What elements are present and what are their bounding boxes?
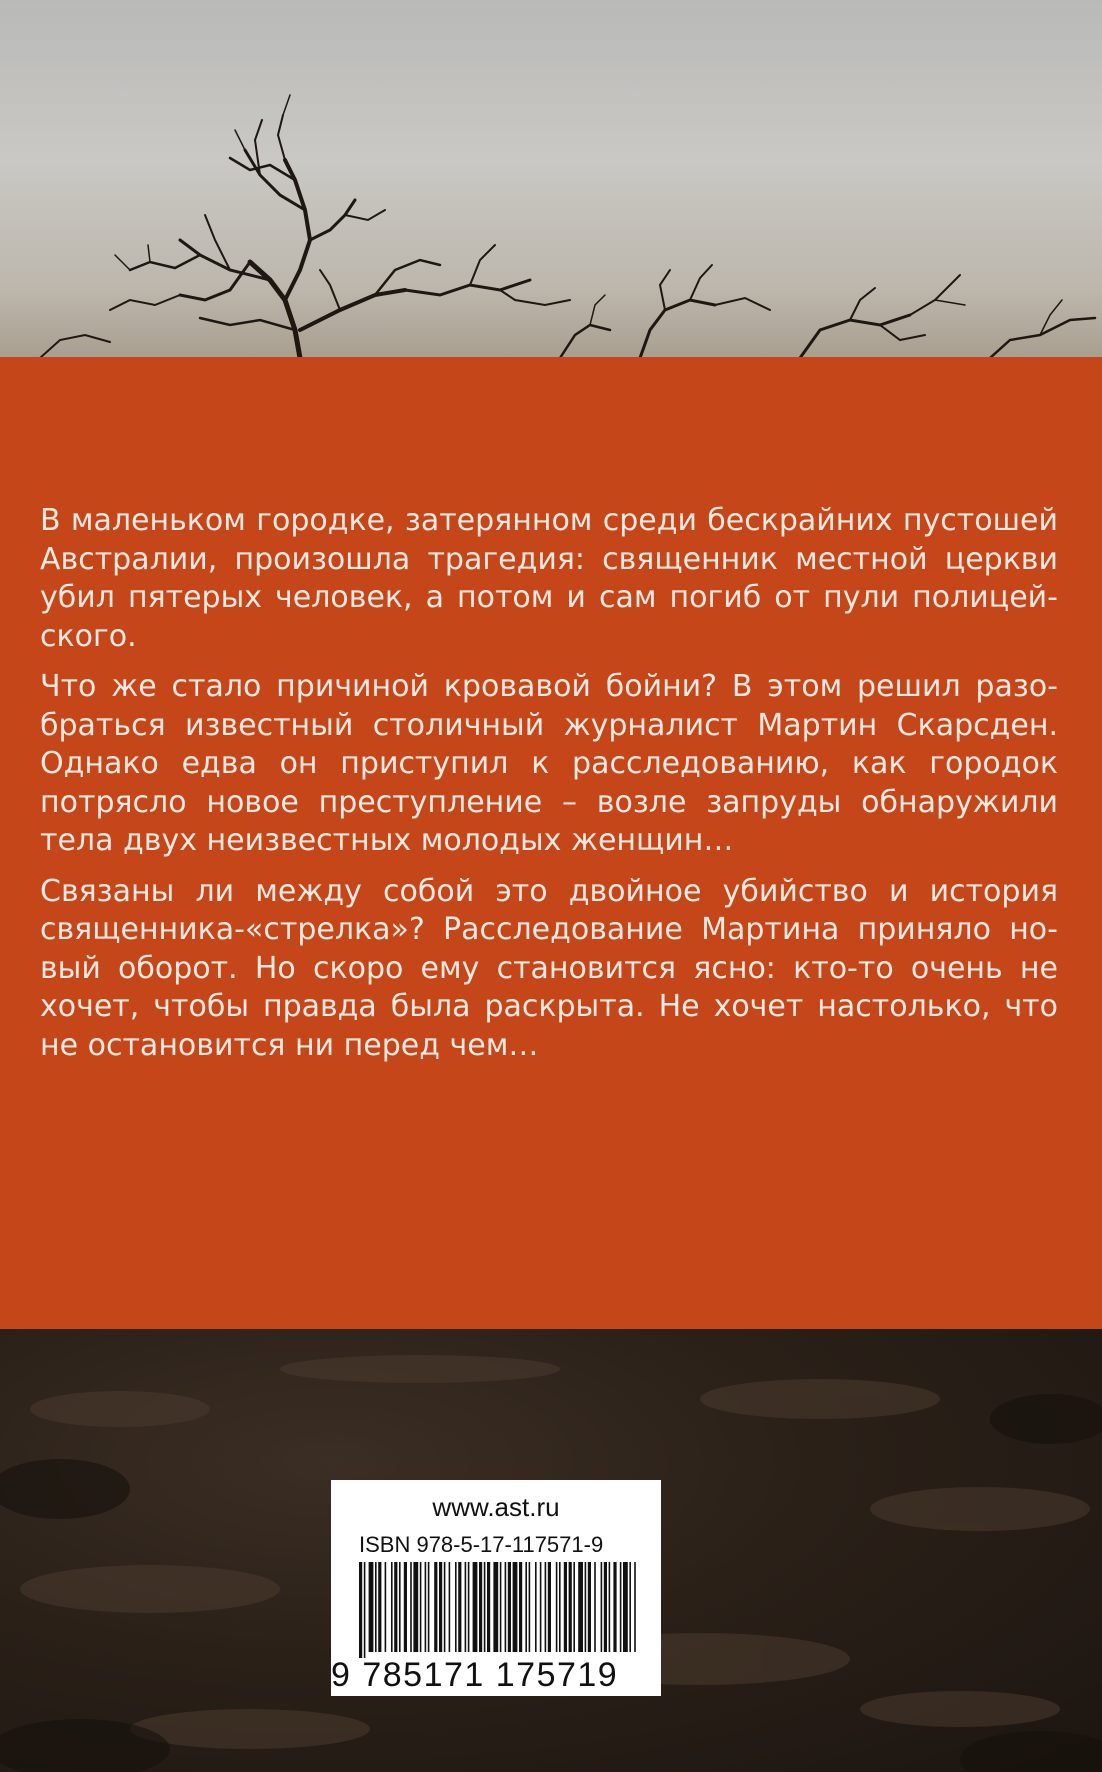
barcode-bar [404, 1562, 407, 1652]
barcode-bar [428, 1562, 430, 1652]
barcode-bar [369, 1562, 374, 1652]
barcode-bar [413, 1562, 418, 1652]
barcode-bar [420, 1562, 422, 1652]
barcode-label [331, 1480, 661, 1696]
annotation-paragraph-3: Связаны ли между собой это двойное убийство и история священника-«стрелка»? Расследование Мартина приняло но-вый оборот. Но скоро ему становится ясно: кто-то очень не хочет, чтобы правда была раскрыта. Не хочет настолько, что не остановится ни перед чем… [40, 873, 1058, 1063]
publisher-website: www.ast.ru [432, 1492, 560, 1522]
barcode-bar [439, 1562, 442, 1652]
barcode-bar [455, 1562, 457, 1652]
barcode-bar [434, 1562, 437, 1652]
barcode-bar [378, 1562, 381, 1652]
barcode-bar [609, 1562, 611, 1652]
description-panel [0, 357, 1102, 1329]
barcode-bar [385, 1562, 387, 1652]
barcode-bars [331, 1562, 661, 1658]
barcode-bar [559, 1562, 561, 1652]
barcode-bar [500, 1562, 502, 1652]
barcode-bar [399, 1562, 401, 1652]
barcode-bar [594, 1562, 596, 1652]
barcode-bar [629, 1562, 631, 1652]
barcode-bar [634, 1562, 636, 1652]
isbn-text: ISBN 978-5-17-117571-9 [359, 1532, 604, 1557]
barcode-bar [548, 1562, 551, 1652]
barcode-bar [601, 1562, 603, 1652]
barcode-bar [505, 1562, 507, 1652]
barcode-bar [473, 1562, 478, 1652]
barcode-bar [545, 1562, 547, 1652]
barcode-bar [449, 1562, 451, 1652]
barcode-bar [529, 1562, 531, 1652]
barcode-bar [535, 1562, 537, 1652]
barcode-bar [604, 1562, 607, 1652]
barcode-bar [540, 1562, 542, 1652]
barcode-bar [487, 1562, 490, 1652]
barcode-bar [465, 1562, 467, 1652]
barcode-bar [564, 1562, 567, 1652]
tree-branches-illustration [0, 0, 1102, 358]
barcode-bar [573, 1562, 575, 1652]
annotation-paragraph-1: В маленьком городке, затерянном среди бескрайних пустошей Австралии, произошла трагедия: священник местной церкви убил пятерых человек, а потом и сам погиб от пули полицей-ского. [40, 503, 1058, 654]
barcode-bar [444, 1562, 446, 1652]
sky-photo [0, 0, 1102, 358]
barcode-bar [359, 1562, 362, 1658]
barcode-bar [493, 1562, 498, 1652]
barcode-bar [623, 1562, 628, 1652]
barcode-bar [585, 1562, 587, 1652]
barcode-bar [588, 1562, 591, 1652]
barcode-bar [525, 1562, 527, 1652]
barcode-bar [468, 1562, 470, 1652]
barcode-bar [391, 1562, 393, 1652]
barcode-bar [484, 1562, 486, 1652]
barcode-bar [556, 1562, 558, 1652]
barcode-bar [364, 1562, 366, 1658]
barcode-bar [479, 1562, 482, 1652]
barcode-bar [513, 1562, 518, 1652]
barcode-digits: 9 785171 175719 [331, 1656, 619, 1694]
barcode-bar [620, 1562, 622, 1652]
barcode-bar [410, 1562, 412, 1652]
barcode-bar [508, 1562, 511, 1652]
barcode-bar [394, 1562, 397, 1652]
barcode-bar [578, 1562, 583, 1652]
barcode-bar [458, 1562, 461, 1652]
book-annotation [40, 502, 1058, 1077]
annotation-paragraph-2: Что же стало причиной кровавой бойни? В этом решил разо-браться известный столичный журналист Мартин Скарсден. Однако едва он приступил к расследованию, как городок потрясло новое преступление – возле запруды обнаружили тела двух неизвестных молодых женщин… [40, 669, 1058, 858]
barcode-bar [425, 1562, 427, 1652]
barcode-bar [613, 1562, 616, 1652]
barcode-bar [519, 1562, 522, 1652]
barcode-bar [375, 1562, 377, 1652]
barcode-bar [569, 1562, 572, 1652]
